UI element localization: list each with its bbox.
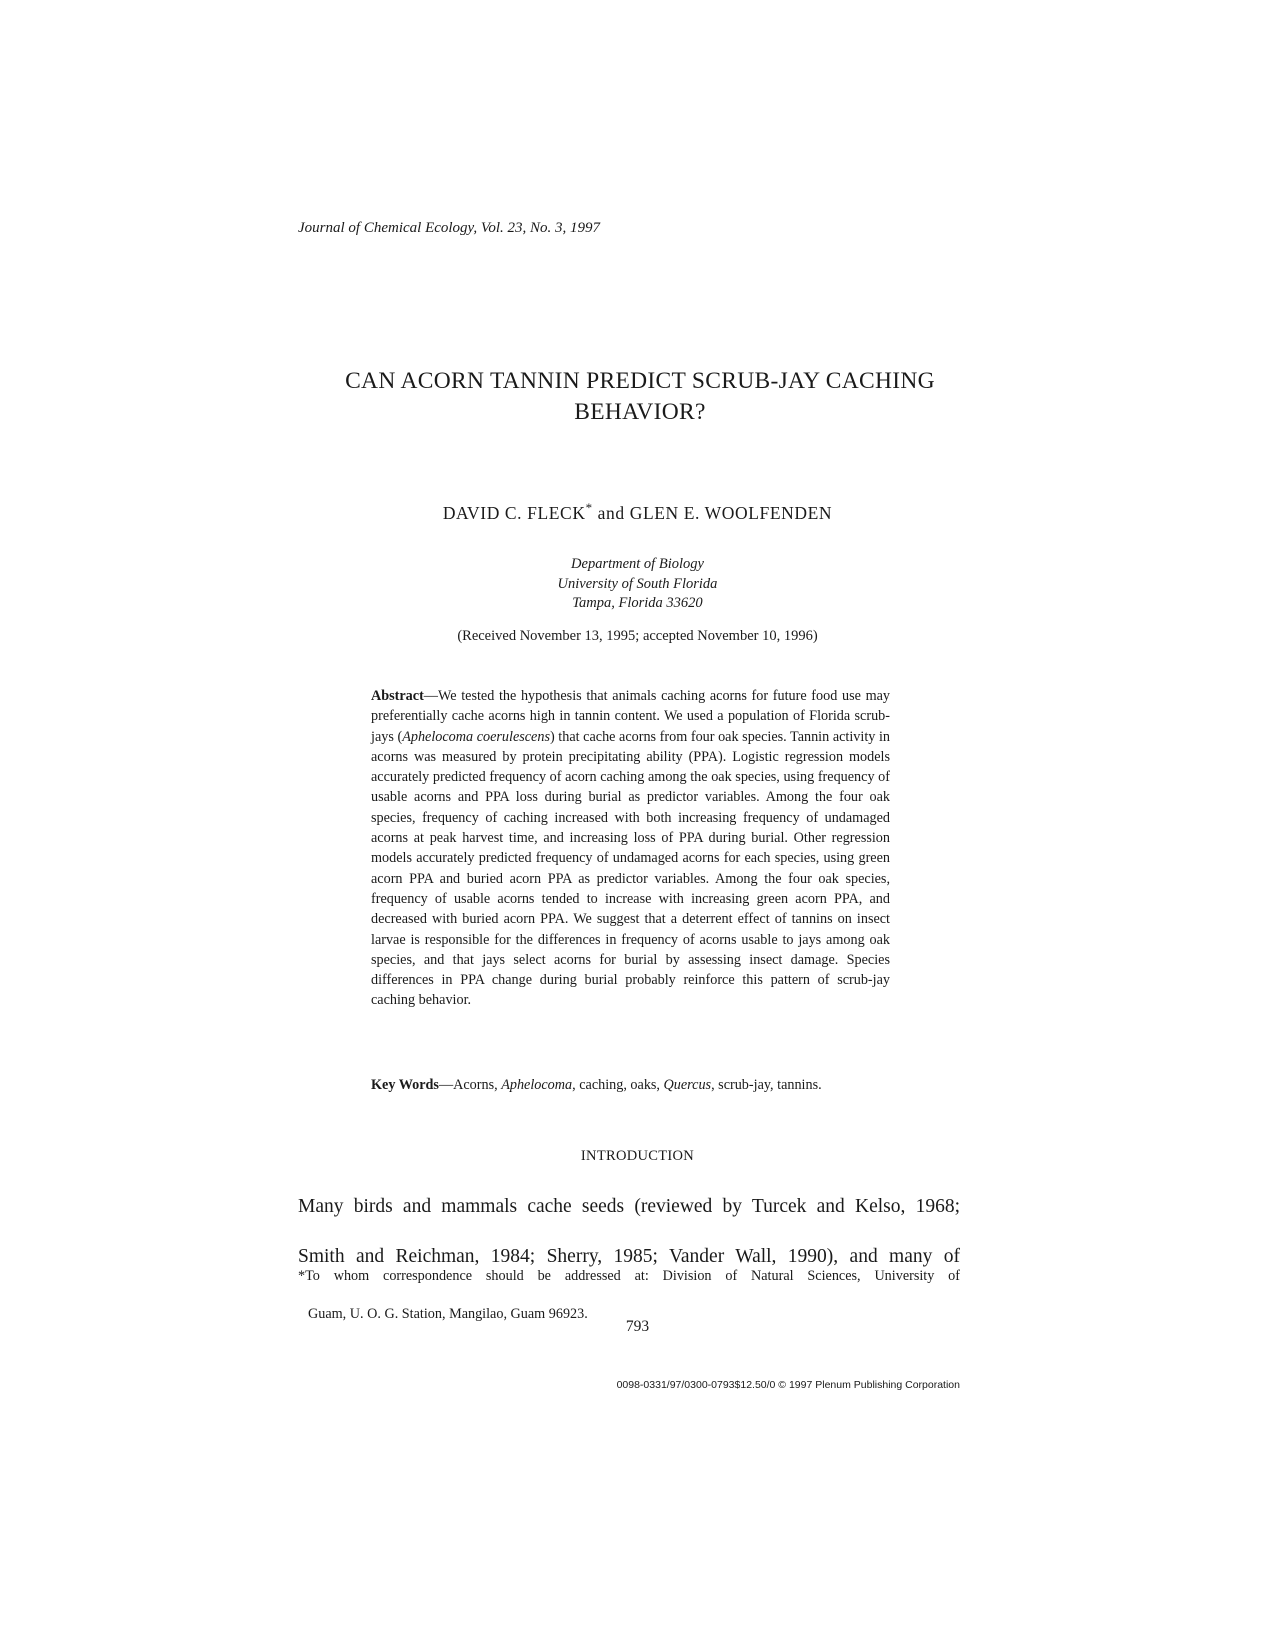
title-line-1: CAN ACORN TANNIN PREDICT SCRUB-JAY CACHING (345, 368, 935, 394)
copyright-line: 0098-0331/97/0300-0793$12.50/0 © 1997 Plenum Publishing Corporation (616, 1379, 960, 1391)
author-list (0, 500, 1275, 524)
keywords-text-1: —Acorns, (438, 1077, 502, 1093)
keywords-text-3: , scrub-jay, tannins. (711, 1077, 822, 1093)
author-conjunction: and (592, 502, 630, 523)
keywords-text-2: , caching, oaks, (572, 1077, 664, 1093)
abstract-species-name: Aphelocoma coerulescens (402, 728, 550, 745)
abstract-label: Abstract (371, 688, 424, 704)
introduction-line-2: Smith and Reichman, 1984; Sherry, 1985; Vander Wall, 1990), and many of (298, 1246, 960, 1267)
correspondence-marker: * (585, 500, 593, 515)
section-heading-introduction: INTRODUCTION (580, 1148, 695, 1164)
author-1: DAVID C. FLECK (442, 502, 586, 523)
received-dates: (Received November 13, 1995; accepted November 10, 1996) (457, 628, 818, 644)
abstract (371, 686, 890, 1011)
keywords-label: Key Words (371, 1077, 439, 1093)
affiliation-department: Department of Biology (571, 556, 704, 572)
correspondence-footnote (298, 1267, 960, 1324)
footnote-line-2: Guam, U. O. G. Station, Mangilao, Guam 96923. (308, 1306, 588, 1322)
page-number: 793 (625, 1318, 650, 1335)
keyword-aphelocoma: Aphelocoma (501, 1077, 573, 1093)
introduction-line-1: Many birds and mammals cache seeds (reviewed by Turcek and Kelso, 1968; (298, 1196, 960, 1217)
title-line-2: BEHAVIOR? (574, 399, 706, 425)
affiliation-university: University of South Florida (557, 575, 718, 592)
journal-citation: Journal of Chemical Ecology, Vol. 23, No. 3, 1997 (298, 220, 601, 236)
keyword-quercus: Quercus (663, 1077, 712, 1093)
abstract-text-part-1: —We tested the hypothesis that animals caching acorns for future food use may preferentially cache acorns high in tannin content. We used a population of Florida scrub-jays ( (371, 688, 890, 745)
affiliation (0, 555, 1275, 614)
abstract-text-part-2: ) that cache acorns from four oak species. Tannin activity in acorns was measured by protein precipitating ability (PPA). Logistic regression models accurately predicted frequency of acorn caching among the oak species, using frequency of usable acorns and PPA loss during burial as predictor variables. Among the four oak species, frequency of caching increased with both increasing frequency of undamaged acorns at peak harvest time, and increasing loss of PPA during burial. Other regression models accurately predicted frequency of undamaged acorns for each species, using green acorn PPA and buried acorn PPA as predictor variables. Among the four oak species, frequency of usable acorns tended to increase with increasing green acorn PPA, and decreased with buried acorn PPA. We suggest that a deterrent effect of tannins on insect larvae is responsible for the differences in frequency of acorns usable to jays among oak species, and that jays select acorns for burial by assessing insect damage. Species differences in PPA change during burial probably reinforce this pattern of scrub-jay caching behavior. (371, 728, 890, 1009)
author-2: GLEN E. WOOLFENDEN (629, 502, 833, 523)
key-words (371, 1075, 890, 1095)
article-title (240, 366, 1040, 428)
footnote-line-1: *To whom correspondence should be addressed at: Division of Natural Sciences, University of (298, 1268, 960, 1284)
affiliation-city: Tampa, Florida 33620 (572, 595, 703, 611)
